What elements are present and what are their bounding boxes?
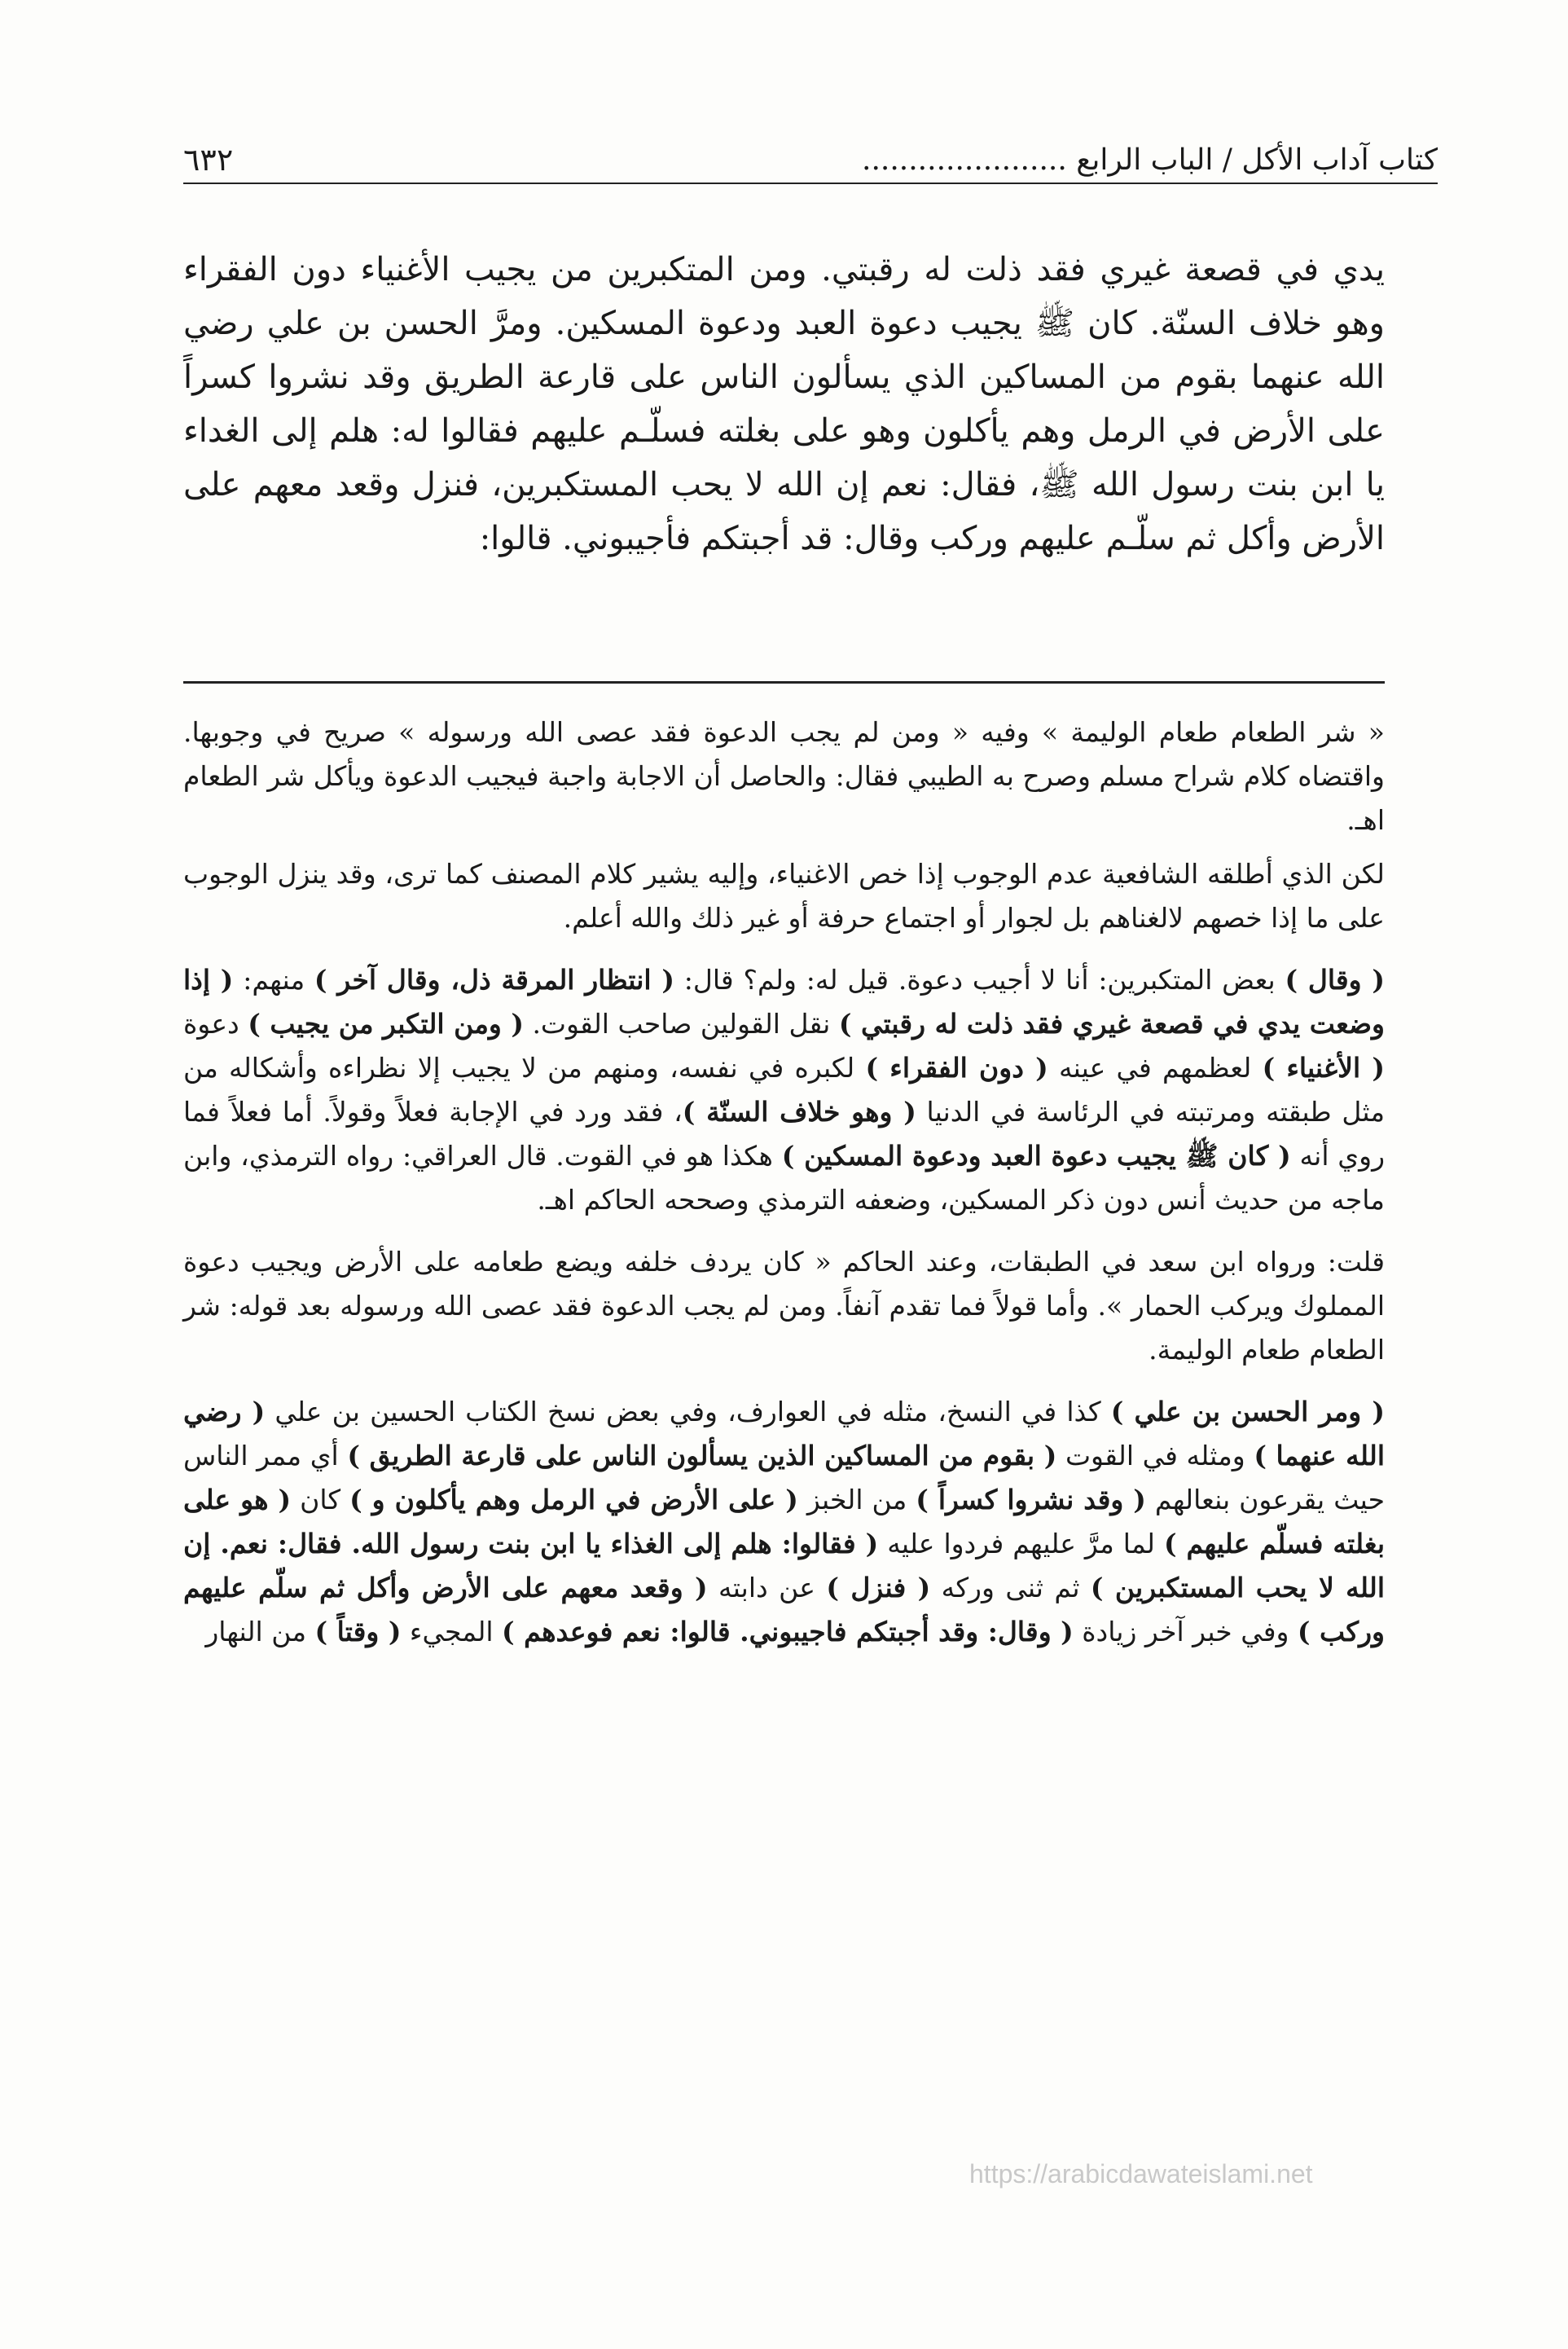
commentary-text: نقل القولين صاحب القوت. — [523, 1008, 839, 1040]
quoted-text: ( إذا وضعت يدي في قصعة غيري فقد ذلت له رقبتي ) — [183, 964, 1385, 1040]
commentary-text: ثم ثنى وركه — [930, 1572, 1091, 1603]
quoted-text: ( انتظار المرقة ذل، وقال آخر ) — [314, 964, 674, 996]
commentary-paragraph-5 — [183, 1390, 1385, 1654]
quoted-text: ( فنزل ) — [826, 1572, 931, 1603]
quoted-text: ( فقالوا: هلم إلى الغذاء يا ابن بنت رسول الله. فقال: نعم. إن الله لا يحب المستكبرين ) — [183, 1528, 1386, 1603]
commentary-paragraph-1: « شر الطعام طعام الوليمة » وفيه « ومن لم يجب الدعوة فقد عصى الله ورسوله » صريح في وجوبها. واقتضاه كلام شراح مسلم وصرح به الطيبي فقال: والحاصل أن الاجابة واجبة فيجيب الدعوة ويأكل شر الطعام اهـ. — [183, 716, 1385, 836]
commentary-text: لما مرَّ عليهم فردوا عليه — [878, 1528, 1164, 1559]
commentary-text: ، فقد ورد في الإجابة فعلاً وقولاً. أما فعلاً فما روي أنه — [183, 1096, 1386, 1172]
commentary-paragraph-4: قلت: ورواه ابن سعد في الطبقات، وعند الحاكم « كان يردف خلفه ويضع طعامه على الأرض ويجيب دعوة المملوك ويركب الحمار ». وأما قولاً فما تقدم آنفاً. ومن لم يجب الدعوة فقد عصى الله ورسوله بعد قوله: شر الطعام طعام الوليمة. — [183, 1246, 1385, 1366]
quoted-text: ( كان ﷺ يجيب دعوة العبد ودعوة المسكين ) — [781, 1140, 1291, 1172]
commentary-text: أي ممر الناس حيث يقرعون بنعالهم — [183, 1440, 1385, 1515]
quoted-text: ( ومن التكبر من يجيب ) — [248, 1008, 524, 1040]
footnote-separator — [183, 681, 1385, 684]
commentary-paragraph-3 — [183, 958, 1385, 1222]
commentary-text: بعض المتكبرين: أنا لا أجيب دعوة. قيل له: ولم؟ قال: — [674, 964, 1285, 996]
quoted-text: ( الأغنياء ) — [1262, 1052, 1385, 1084]
running-head: كتاب آداب الأكل / الباب الرابع ...................... — [862, 143, 1438, 177]
quoted-text: ( رضي الله عنهما ) — [183, 1396, 1385, 1471]
quoted-text: ( بقوم من المساكين الذين يسألون الناس على قارعة الطريق ) — [347, 1440, 1057, 1471]
commentary-text: لكبره في نفسه، ومنهم من لا يجيب إلا نظراءه وأشكاله من مثل طبقته ومرتبته في الرئاسة في الدنيا — [183, 1052, 1385, 1128]
commentary-text: عن دابته — [707, 1572, 827, 1603]
quoted-text: ( ومر الحسن بن علي ) — [1110, 1396, 1385, 1427]
main-text — [183, 243, 1385, 565]
quoted-text: ( وقتاً ) — [314, 1616, 402, 1647]
quoted-text: ( وهو خلاف السنّة ) — [682, 1096, 916, 1128]
commentary-paragraph-2: لكن الذي أطلقه الشافعية عدم الوجوب إذا خص الاغنياء، وإليه يشير كلام المصنف كما ترى، وقد ينزل الوجوب على ما إذا خصهم لالغناهم بل لجوار أو اجتماع حرفة أو غير ذلك والله أعلم. — [183, 858, 1385, 934]
commentary-text: من الخبز — [797, 1484, 916, 1515]
page-header — [183, 137, 1438, 184]
commentary-text: منهم: — [233, 964, 314, 996]
quoted-text: ( دون الفقراء ) — [865, 1052, 1048, 1084]
quoted-text: ( وقعد معهم على الأرض وأكل ثم سلّم عليهم وركب ) — [183, 1572, 1385, 1647]
commentary-text: وفي خبر آخر زيادة — [1073, 1616, 1298, 1647]
commentary-text: هكذا هو في القوت. قال العراقي: رواه الترمذي، وابن ماجه من حديث أنس دون ذكر المسكين، وضعفه الترمذي وصححه الحاكم اهـ. — [183, 1140, 1385, 1216]
commentary — [183, 710, 1385, 1672]
commentary-text: لعظمهم في عينه — [1048, 1052, 1263, 1084]
main-paragraph: يدي في قصعة غيري فقد ذلت له رقبتي. ومن المتكبرين من يجيب الأغنياء دون الفقراء وهو خلاف السنّة. كان ﷺ يجيب دعوة العبد ودعوة المسكين. ومرَّ الحسن بن علي رضي الله عنهما بقوم من المساكين الذي يسألون الناس على قارعة الطريق وقد نشروا كسراً على الأرض في الرمل وهم يأكلون وهو على بغلته فسلّـم عليهم فقالوا له: هلم إلى الغداء يا ابن بنت رسول الله ﷺ، فقال: نعم إن الله لا يحب المستكبرين، فنزل وقعد معهم على الأرض وأكل ثم سلّـم عليهم وركب وقال: قد أجبتكم فأجيبوني. قالوا: — [183, 251, 1385, 557]
commentary-text: المجيء — [401, 1616, 503, 1647]
quoted-text: ( وقد نشروا كسراً ) — [916, 1484, 1146, 1515]
commentary-text: دعوة — [183, 1008, 248, 1040]
quoted-text: ( وقال ) — [1285, 964, 1386, 996]
commentary-text: من النهار — [205, 1616, 315, 1647]
commentary-text: كذا في النسخ، مثله في العوارف، وفي بعض نسخ الكتاب الحسين بن علي — [265, 1396, 1111, 1427]
quoted-text: ( على الأرض في الرمل وهم يأكلون و ) — [349, 1484, 798, 1515]
quoted-text: ( وقال: وقد أجبتكم فاجيبوني. قالوا: نعم فوعدهم ) — [502, 1616, 1074, 1647]
page-number: ٦٣٢ — [183, 142, 234, 178]
watermark-url: https://arabicdawateislami.net — [969, 2159, 1313, 2188]
quoted-text: ( هو على بغلته فسلّم عليهم ) — [183, 1484, 1386, 1559]
commentary-text: ومثله في القوت — [1056, 1440, 1254, 1471]
commentary-text: كان — [291, 1484, 350, 1515]
